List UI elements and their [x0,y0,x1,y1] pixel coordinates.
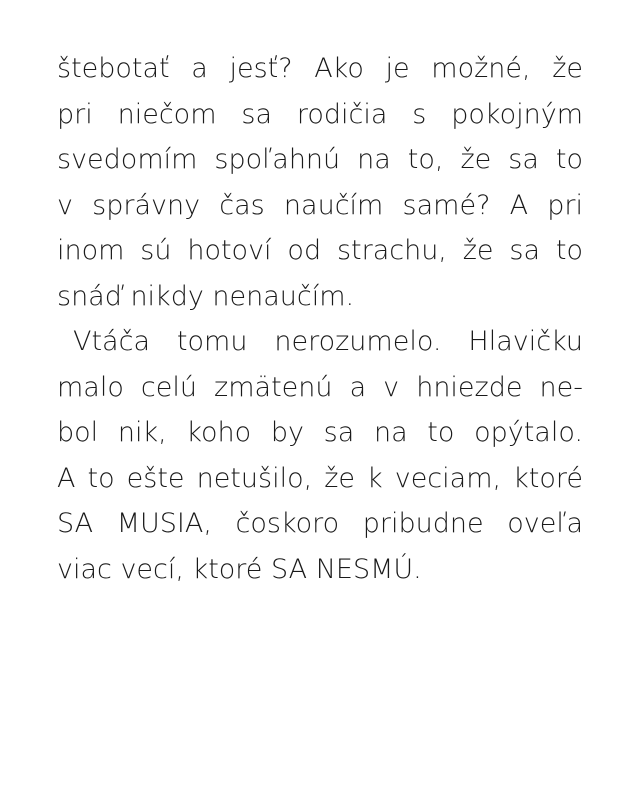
text-line: v správny čas naučím samé? A pri [57,189,583,221]
text-line: SA MUSIA, čoskoro pribudne oveľa [57,508,583,539]
paragraph [57,46,583,319]
text-line: svedomím spoľahnú na to, že sa to [57,144,583,175]
paragraph [57,319,583,592]
text-line: A to ešte netušilo, že k veciam, ktoré [57,462,583,494]
text-line: štebotať a jesť? Ako je možné, že [57,53,583,84]
book-page [57,46,583,592]
text-line: malo celú zmätenú a v hniezde ne- [57,371,583,403]
text-line: viac vecí, ktoré SA NESMÚ. [57,553,422,585]
text-line: bol nik, koho by sa na to opýtalo. [57,417,583,448]
text-line: pri niečom sa rodičia s pokojným [57,98,583,130]
text-line: inom sú hotoví od strachu, že sa to [57,235,583,266]
text-line: Vtáča tomu nerozumelo. Hlavičku [73,326,583,357]
text-line: snáď nikdy nenaučím. [57,280,355,312]
